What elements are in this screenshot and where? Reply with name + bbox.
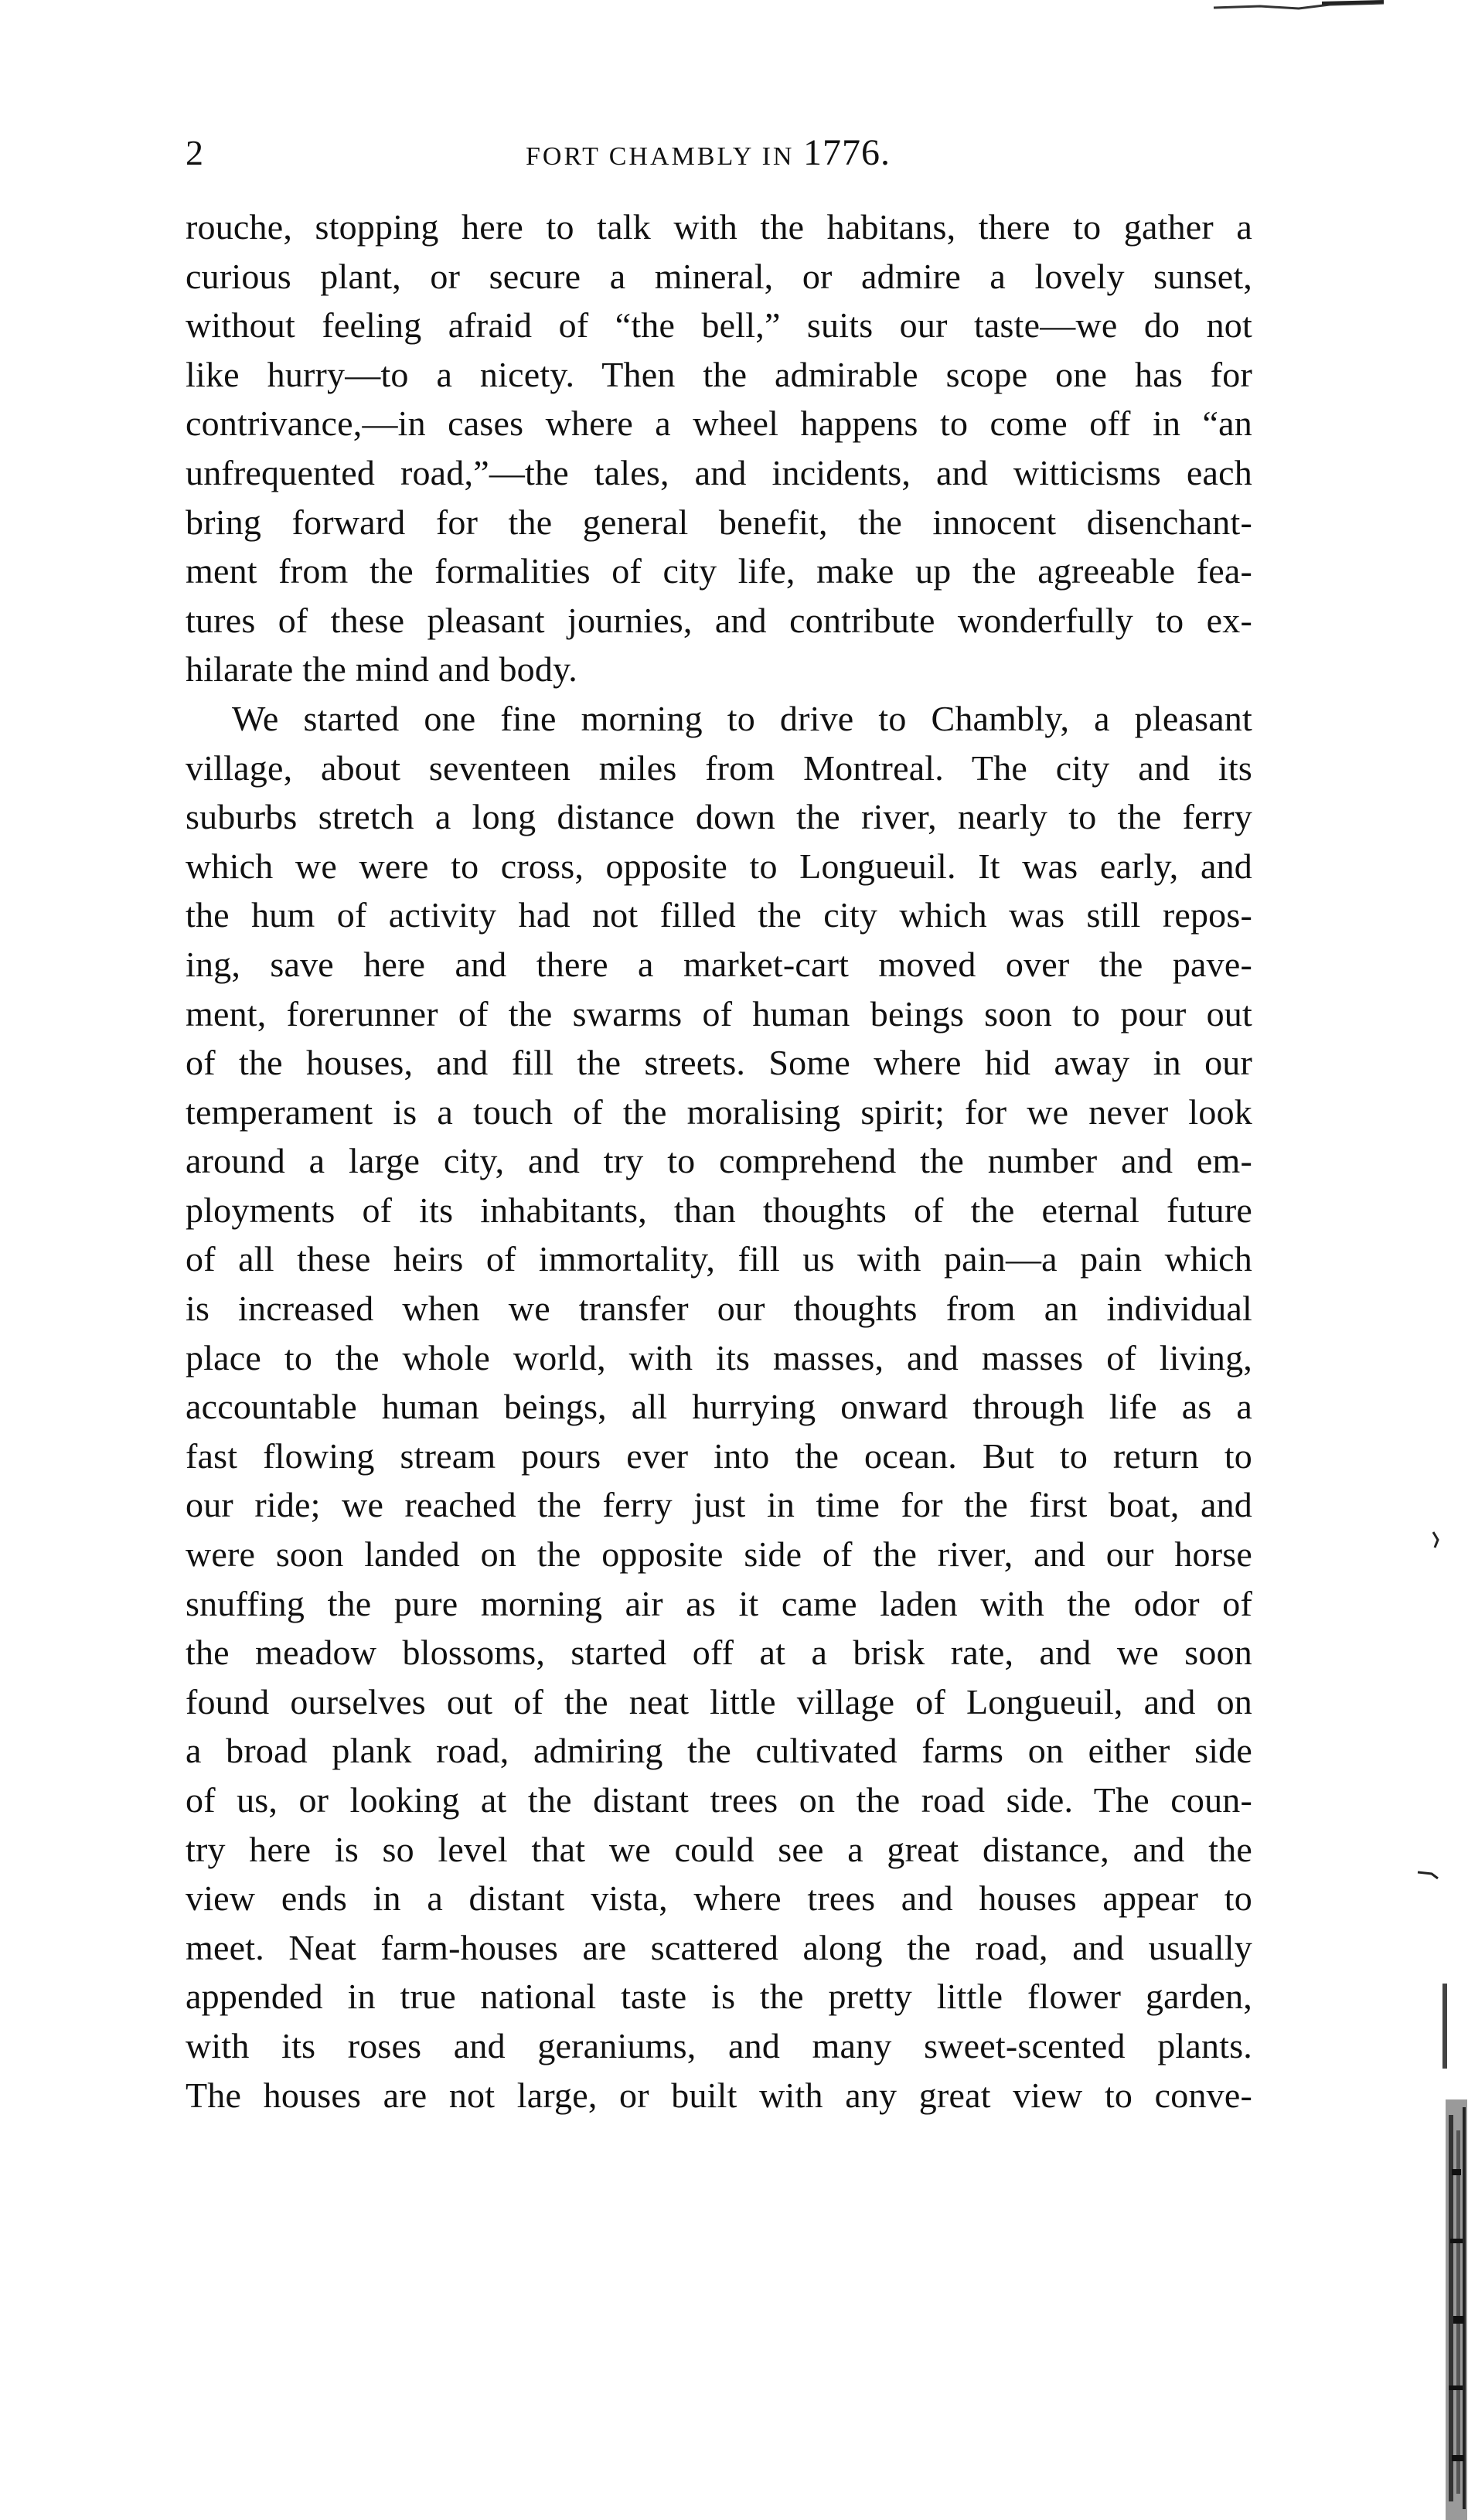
scan-artifact-margin-mark	[1416, 1868, 1439, 1880]
text-line: curious plant, or secure a mineral, or admire a lovely sunset,	[186, 256, 1252, 296]
text-line: which we were to cross, opposite to Longueuil. It was early, and	[186, 846, 1252, 886]
text-line: ing, save here and there a market-cart moved over the pave-	[186, 944, 1252, 984]
text-line: were soon landed on the opposite side of the river, and our horse	[186, 1534, 1252, 1575]
text-line: village, about seventeen miles from Montreal. The city and its	[186, 747, 1252, 788]
text-line: the hum of activity had not filled the city which was still repos-	[186, 895, 1252, 935]
text-line: We started one fine morning to drive to Chambly, a pleasant	[232, 698, 1252, 738]
text-line: around a large city, and try to comprehend the number and em-	[186, 1141, 1252, 1181]
text-line: fast flowing stream pours ever into the ocean. But to return to	[186, 1435, 1252, 1476]
text-line: like hurry—to a nicety. Then the admirable scope one has for	[186, 354, 1252, 394]
text-line: the meadow blossoms, started off at a brisk rate, and we soon	[186, 1633, 1252, 1673]
text-line: snuffing the pure morning air as it came laden with the odor of	[186, 1583, 1252, 1623]
text-line: meet. Neat farm-houses are scattered along the road, and usually	[186, 1927, 1252, 1967]
text-line: tures of these pleasant journies, and contribute wonderfully to ex-	[186, 600, 1252, 640]
text-line: a broad plank road, admiring the cultivated farms on either side	[186, 1731, 1252, 1771]
text-line: try here is so level that we could see a great distance, and the	[186, 1829, 1252, 1869]
text-line: rouche, stopping here to talk with the habitans, there to gather a	[186, 207, 1252, 247]
text-line: of all these heirs of immortality, fill us with pain—a pain which	[186, 1239, 1252, 1279]
text-line: unfrequented road,”—the tales, and incidents, and witticisms each	[186, 452, 1252, 492]
body-text	[186, 203, 1252, 2120]
text-line: ment from the formalities of city life, make up the agreeable fea-	[186, 551, 1252, 591]
text-line: contrivance,—in cases where a wheel happens to come off in “an	[186, 404, 1252, 444]
text-line: hilarate the mind and body.	[186, 649, 577, 690]
text-line: of the houses, and fill the streets. Some where hid away in our	[186, 1043, 1252, 1083]
text-line: view ends in a distant vista, where trees and houses appear to	[186, 1878, 1252, 1919]
text-line: place to the whole world, with its masses, and masses of living,	[186, 1337, 1252, 1377]
text-line: our ride; we reached the ferry just in time for the first boat, and	[186, 1485, 1252, 1525]
scan-artifact-top	[1206, 0, 1384, 12]
text-line: with its roses and geraniums, and many sweet-scented plants.	[186, 2025, 1252, 2065]
running-title-year: 1776.	[802, 132, 891, 173]
text-line: bring forward for the general benefit, the innocent disenchant-	[186, 502, 1252, 542]
text-line: without feeling afraid of “the bell,” suits our taste—we do not	[186, 305, 1252, 346]
text-line: is increased when we transfer our thoughts from an individual	[186, 1289, 1252, 1329]
text-line: temperament is a touch of the moralising spirit; for we never look	[186, 1091, 1252, 1132]
scan-edge-strip	[1439, 1984, 1468, 2520]
text-line: ployments of its inhabitants, than thoughts of the eternal future	[186, 1190, 1252, 1230]
text-line: appended in true national taste is the pretty little flower garden,	[186, 1977, 1252, 2017]
running-title-text: FORT CHAMBLY IN	[526, 142, 795, 171]
scan-artifact-margin-mark	[1432, 1531, 1439, 1549]
page-header	[186, 130, 1252, 176]
text-line: The houses are not large, or built with any great view to conve-	[186, 2075, 1252, 2115]
text-line: of us, or looking at the distant trees on the road side. The coun-	[186, 1780, 1252, 1820]
text-line: accountable human beings, all hurrying onward through life as a	[186, 1387, 1252, 1427]
text-line: found ourselves out of the neat little village of Longueuil, and on	[186, 1681, 1252, 1721]
page-number: 2	[186, 133, 203, 172]
text-line: ment, forerunner of the swarms of human beings soon to pour out	[186, 993, 1252, 1034]
text-line: suburbs stretch a long distance down the river, nearly to the ferry	[186, 797, 1252, 837]
running-title	[526, 130, 1113, 180]
